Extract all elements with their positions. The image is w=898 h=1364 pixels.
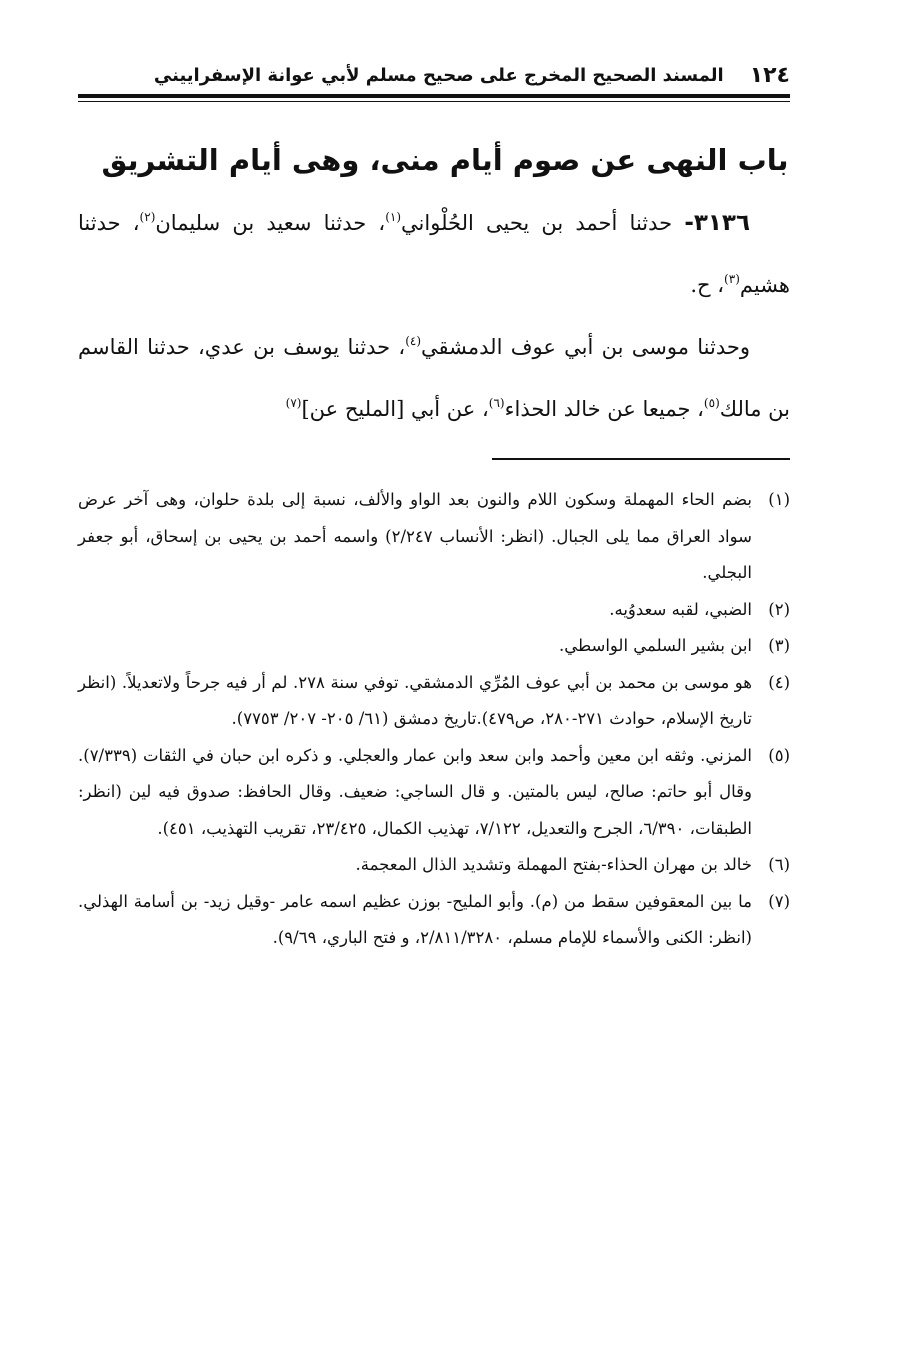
footnote-ref-5[interactable]: (٥) (703, 396, 720, 410)
footnote-separator (492, 458, 790, 460)
text-segment: حدثنا أحمد بن يحيى الحُلْواني (401, 211, 685, 235)
footnote-ref-7[interactable]: (٧) (285, 396, 302, 410)
footnote-ref-2[interactable]: (٢) (139, 210, 156, 224)
text-segment: ، حدثنا سعيد بن سليمان (155, 211, 386, 235)
page-number: ١٢٤ (749, 62, 790, 88)
footnote-6 (78, 847, 790, 884)
text-segment: ، ح. (690, 273, 725, 297)
hadith-paragraph-1 (78, 192, 790, 316)
footnote-number: (٢) (768, 599, 790, 619)
footnote-text: المزني. وثقه ابن معين وأحمد وابن سعد وابن عمار والعجلي. و ذكره ابن حبان في الثقات (٧/٣٣٩). وقال أبو حاتم: صالح، ليس بالمتين. و قال الساجي: ضعيف. وقال الحافظ: صدوق فيه لين (انظر: الطبقات، ٦/٣٩٠، الجرح والتعديل، ٧/١٢٢، تهذيب الكمال، ٢٣/٤٢٥، تقريب التهذيب، ٤٥١). (78, 745, 752, 838)
footnote-number: (٧) (768, 891, 790, 911)
footnote-text: هو موسى بن محمد بن أبي عوف المُرِّي الدمشقي. توفي سنة ٢٧٨. لم أر فيه جرحاً ولاتعديلاً. (انظر تاريخ الإسلام، حوادث ٢٧١-٢٨٠، ص٤٧٩).تاريخ دمشق (٦١/ ٢٠٥- ٢٠٧/ ٧٧٥٣). (78, 672, 753, 728)
footnote-number: (٦) (768, 855, 790, 874)
chapter-heading: باب النهى عن صوم أيام منى، وهى أيام التشريق (101, 143, 789, 177)
footnote-number: (٤) (768, 672, 791, 692)
running-header (78, 58, 790, 92)
text-segment: ، حدثنا يوسف بن عدي، حدثنا القاسم بن مالك (78, 335, 790, 421)
footnote-2 (78, 592, 790, 629)
footnote-7 (78, 884, 790, 957)
footnote-4 (78, 665, 790, 738)
footnote-text: ما بين المعقوفين سقط من (م). وأبو المليح- بوزن عظيم اسمه عامر -وقيل زيد- بن أسامة الهذلي. (انظر: الكنى والأسماء للإمام مسلم، ٢/٨١١/٣٢٨٠، و فتح الباري، ٩/٦٩). (78, 891, 752, 947)
main-text (78, 192, 790, 440)
footnote-number: (٥) (768, 745, 790, 765)
footnote-ref-3[interactable]: (٣) (724, 272, 740, 286)
header-rule-thick (78, 94, 790, 98)
footnote-text: ابن بشير السلمي الواسطي. (558, 636, 752, 655)
running-title: المسند الصحيح المخرج على صحيح مسلم لأبي عوانة الإسفراييني (153, 64, 724, 86)
footnote-number: (٣) (768, 636, 790, 655)
footnote-text: خالد بن مهران الحذاء-بفتح المهملة وتشديد الذال المعجمة. (355, 855, 752, 874)
text-segment: ، عن أبي [المليح عن] (301, 397, 489, 421)
header-rule-thin (78, 101, 790, 102)
footnote-ref-4[interactable]: (٤) (405, 334, 422, 348)
text-segment: ، جميعا عن خالد الحذاء (504, 397, 704, 421)
footnote-text: الضبي، لقبه سعدوُيه. (609, 599, 752, 619)
footnote-5 (78, 738, 790, 848)
text-segment: وحدثنا موسى بن أبي عوف الدمشقي (421, 335, 751, 359)
footnotes (78, 482, 790, 957)
text-segment: ، حدثنا هشيم (78, 211, 790, 297)
hadith-paragraph-2 (78, 316, 790, 440)
hadith-number: ٣١٣٦- (684, 210, 751, 236)
footnote-1 (78, 482, 790, 592)
footnote-ref-6[interactable]: (٦) (488, 396, 505, 410)
footnote-ref-1[interactable]: (١) (385, 210, 402, 224)
footnote-number: (١) (768, 490, 790, 509)
footnote-3 (78, 628, 790, 665)
footnote-text: بضم الحاء المهملة وسكون اللام والنون بعد الواو والألف، نسبة إلى بلدة حلوان، وهى آخر عرض سواد العراق مما يلى الجبال. (انظر: الأنساب ٢/٢٤٧) واسمه أحمد بن يحيى بن إسحاق، أبو جعفر البجلي. (78, 490, 752, 582)
